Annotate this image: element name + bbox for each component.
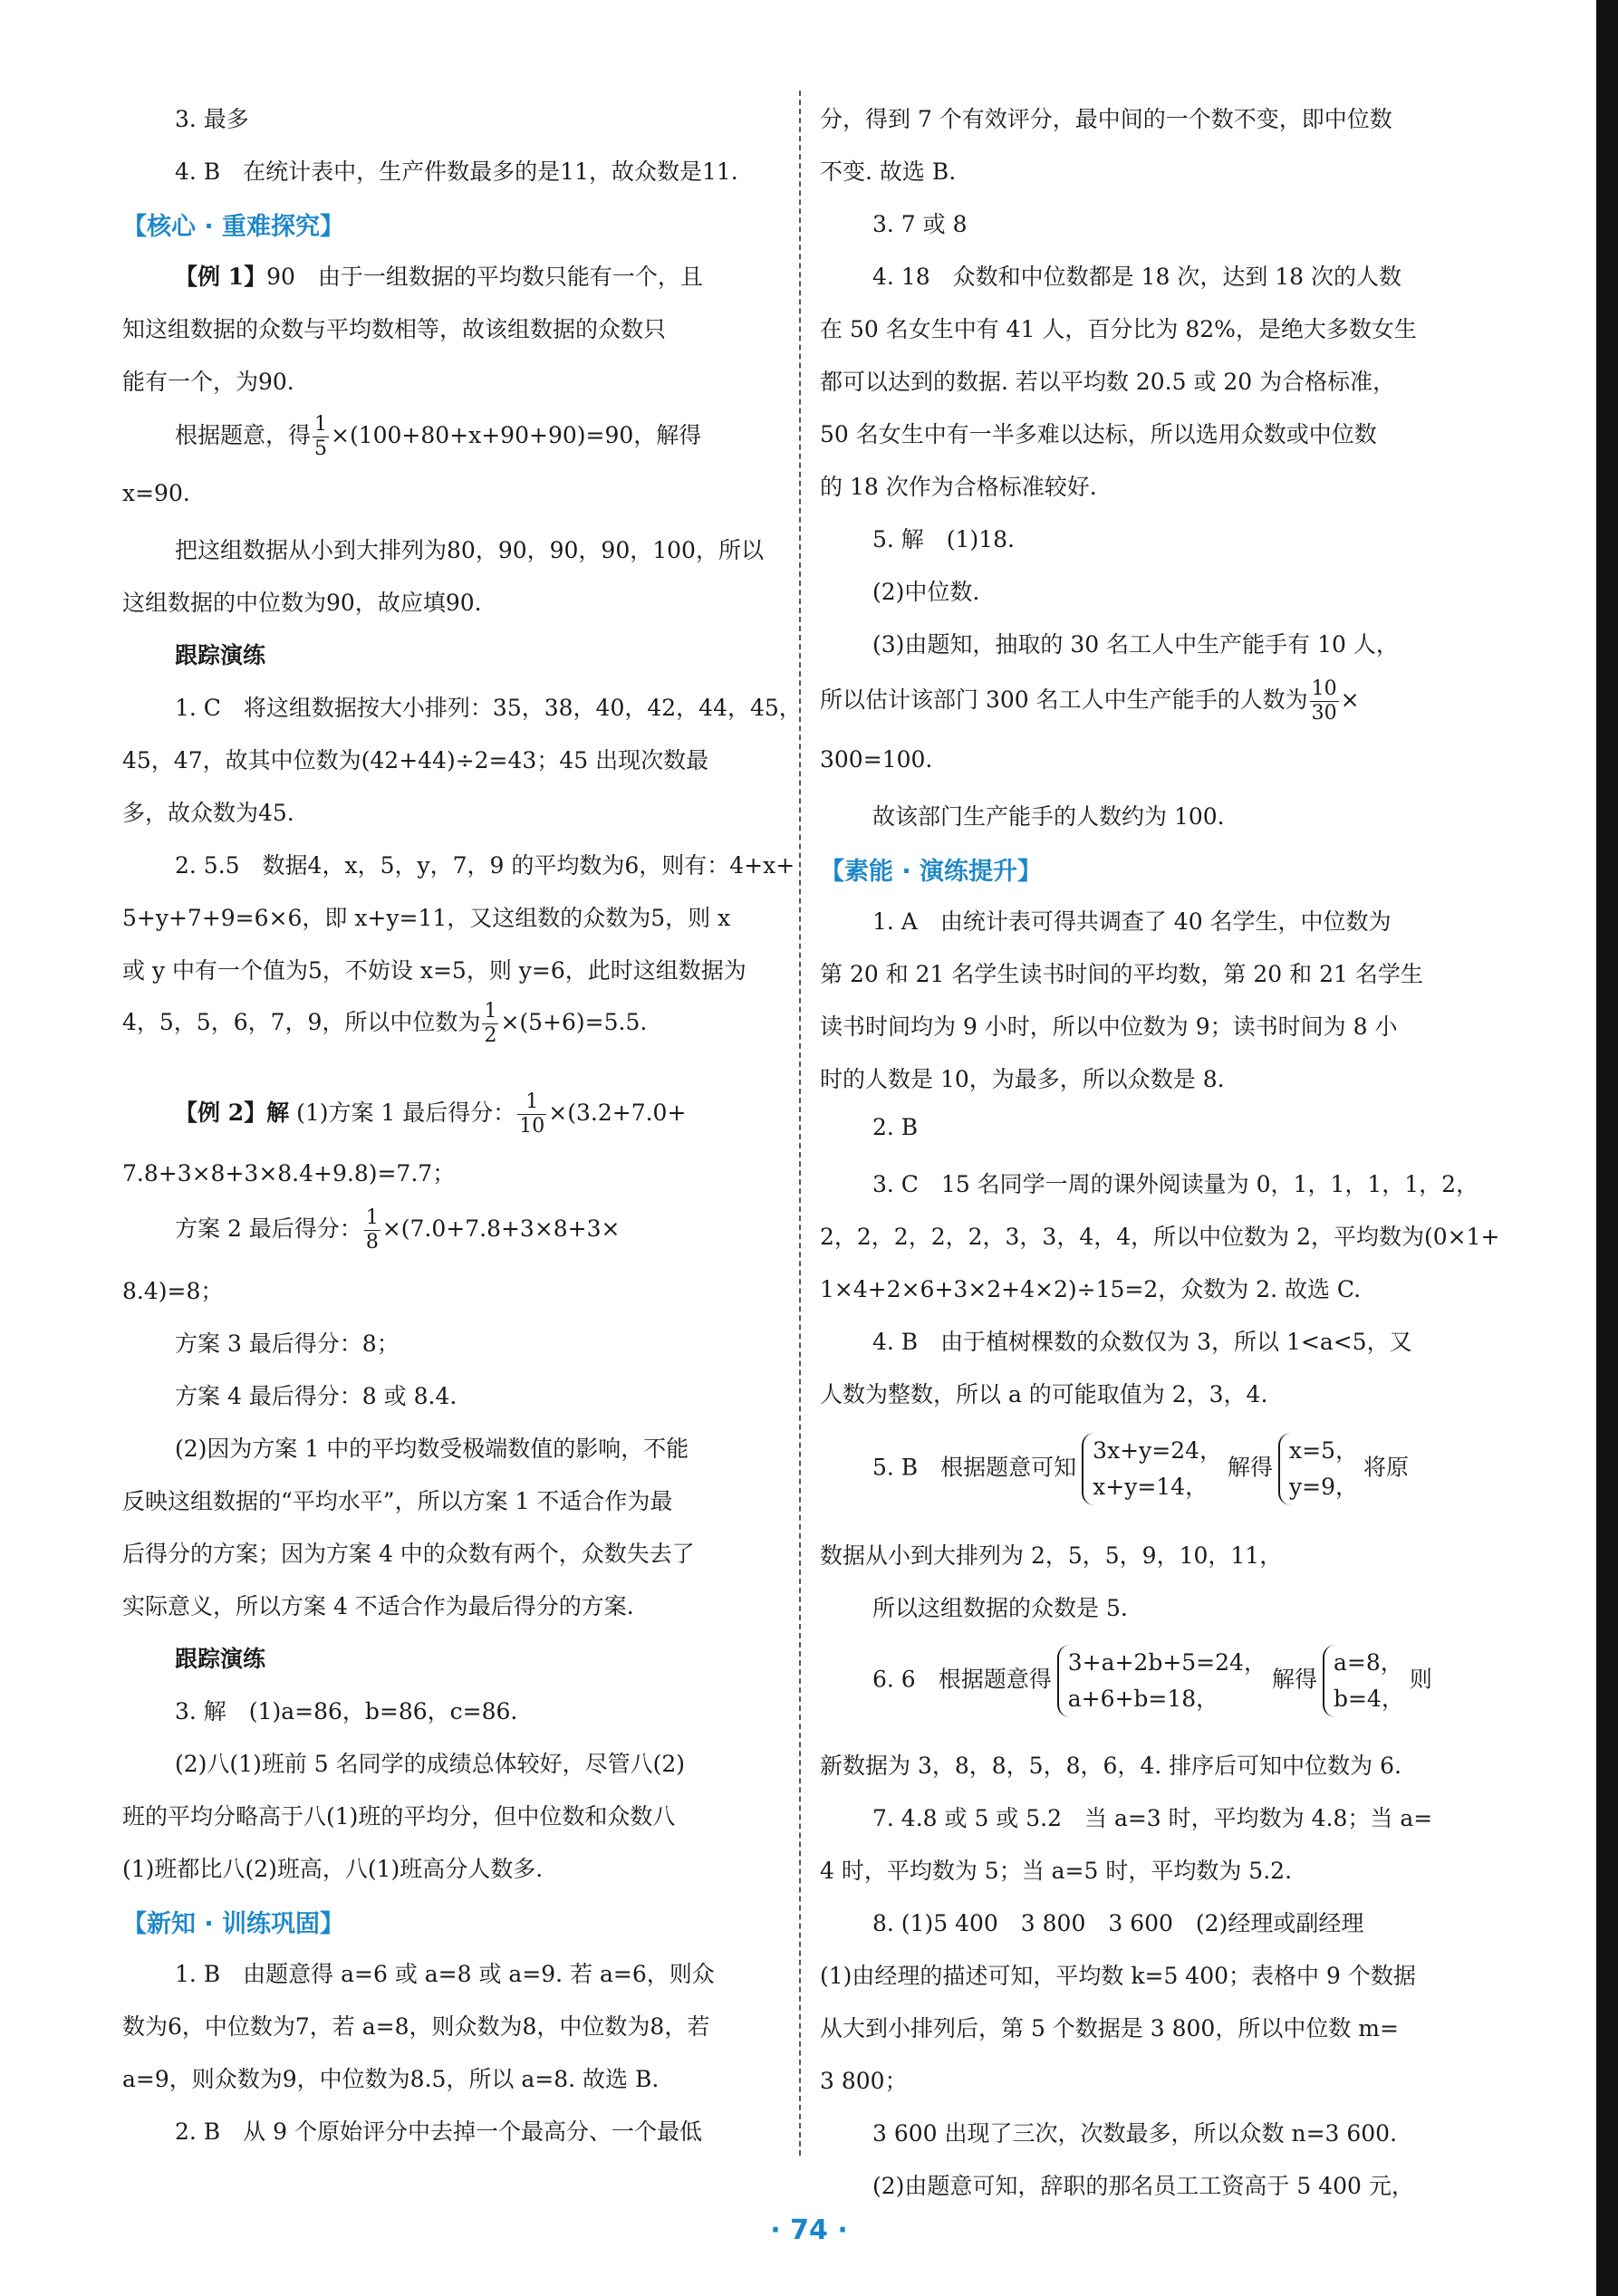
text-run: ×(3.2+7.0+ bbox=[548, 1100, 687, 1126]
equation: a=8， bbox=[1333, 1649, 1403, 1676]
page-number: · 74 · bbox=[770, 2214, 848, 2246]
example-1-line: 把这组数据从小到大排列为80，90，90，90，100，所以 bbox=[175, 537, 764, 563]
answer-line: a=9，则众数为9，中位数为8.5，所以 a=8. 故选 B. bbox=[122, 2066, 660, 2092]
practice-line: 1. C 将这组数据按大小排列：35，38，40，42，44，45， bbox=[175, 695, 802, 721]
text-run: 90 由于一组数据的平均数只能有一个，且 bbox=[266, 264, 703, 290]
answer-line: 所以这组数据的众数是 5. bbox=[872, 1595, 1128, 1621]
text-run: 根据题意，得 bbox=[175, 422, 312, 448]
answer-line: 3. C 15 名同学一周的课外阅读量为 0，1，1，1，1，2， bbox=[872, 1171, 1479, 1197]
fraction bbox=[313, 413, 329, 461]
answer-line: 人数为整数，所以 a 的可能取值为 2，3，4. bbox=[820, 1381, 1268, 1407]
text-run: 6. 6 根据题意得 bbox=[872, 1666, 1052, 1693]
numerator: 10 bbox=[1311, 677, 1337, 700]
equation: a+6+b=18， bbox=[1067, 1686, 1219, 1712]
denominator: 2 bbox=[484, 1024, 497, 1047]
example-2-formula bbox=[175, 1206, 620, 1254]
example-2-line: 8.4)=8； bbox=[122, 1278, 224, 1304]
answer-line: (3)由题知，抽取的 30 名工人中生产能手有 10 人， bbox=[872, 631, 1399, 658]
answer-line: 4 时，平均数为 5；当 a=5 时，平均数为 5.2. bbox=[820, 1858, 1293, 1884]
numerator: 1 bbox=[314, 413, 328, 436]
answer-line: 8. (1)5 400 3 800 3 600 (2)经理或副经理 bbox=[872, 1910, 1364, 1936]
practice-heading: 跟踪演练 bbox=[175, 642, 266, 668]
text-run: 方案 2 最后得分： bbox=[175, 1215, 362, 1242]
answer-line: 新数据为 3，8，8，5，8，6，4. 排序后可知中位数为 6. bbox=[820, 1753, 1401, 1779]
text-run: (1)方案 1 最后得分： bbox=[296, 1100, 516, 1126]
practice-line: 45，47，故其中位数为(42+44)÷2=43；45 出现次数最 bbox=[122, 747, 709, 773]
equation-system bbox=[1082, 1433, 1222, 1505]
practice-line: 5+y+7+9=6×6，即 x+y=11，又这组数的众数为5，则 x bbox=[122, 905, 731, 931]
section-heading: 【素能 · 演练提升】 bbox=[820, 858, 1043, 886]
text-run: × bbox=[1340, 687, 1360, 713]
practice-line: (1)班都比八(2)班高，八(1)班高分人数多. bbox=[122, 1856, 544, 1882]
denominator: 8 bbox=[365, 1231, 379, 1254]
equation: b=4， bbox=[1333, 1686, 1404, 1712]
answer-line: 3. 最多 bbox=[175, 106, 249, 132]
fraction bbox=[1310, 677, 1339, 725]
equation: 3+a+2b+5=24， bbox=[1067, 1649, 1266, 1676]
practice-line: 班的平均分略高于八(1)班的平均分，但中位数和众数八 bbox=[122, 1803, 676, 1830]
example-1-line: 知这组数据的众数与平均数相等，故该组数据的众数只 bbox=[122, 316, 667, 342]
fraction bbox=[364, 1206, 380, 1254]
text-run: ×(100+80+x+90+90)=90，解得 bbox=[331, 422, 702, 448]
answer-line: 数为6，中位数为7，若 a=8，则众数为8，中位数为8，若 bbox=[122, 2013, 710, 2040]
answer-line: 300=100. bbox=[820, 746, 933, 773]
example-1-line: 这组数据的中位数为90，故应填90. bbox=[122, 590, 482, 616]
practice-formula bbox=[122, 1000, 647, 1048]
answer-line: 故该部门生产能手的人数约为 100. bbox=[872, 803, 1225, 830]
example-1-line: 能有一个，为90. bbox=[122, 369, 294, 395]
text-run: 所以估计该部门 300 名工人中生产能手的人数为 bbox=[820, 687, 1308, 713]
example-2-line: 后得分的方案；因为方案 4 中的众数有两个，众数失去了 bbox=[122, 1541, 695, 1567]
example-tag: 【例 1】 bbox=[175, 264, 267, 290]
numerator: 1 bbox=[484, 1000, 497, 1023]
fraction bbox=[517, 1090, 546, 1138]
denominator: 10 bbox=[519, 1115, 545, 1138]
example-tag: 【例 2】解 bbox=[175, 1100, 290, 1126]
practice-line: (2)八(1)班前 5 名同学的成绩总体较好，尽管八(2) bbox=[175, 1751, 686, 1777]
equation-system-line bbox=[872, 1645, 1432, 1717]
text-run: 解得 bbox=[1271, 1666, 1317, 1693]
example-2-line: 方案 4 最后得分：8 或 8.4. bbox=[175, 1383, 457, 1409]
answer-line: 7. 4.8 或 5 或 5.2 当 a=3 时，平均数为 4.8；当 a= bbox=[872, 1805, 1433, 1831]
answer-line: 4. B 由于植树棵数的众数仅为 3，所以 1<a<5，又 bbox=[872, 1329, 1412, 1355]
numerator: 1 bbox=[365, 1206, 379, 1229]
section-heading: 【核心 · 重难探究】 bbox=[122, 213, 345, 241]
example-2-line: 反映这组数据的“平均水平”，所以方案 1 不适合作为最 bbox=[122, 1488, 673, 1514]
answer-line: 4. B 在统计表中，生产件数最多的是11，故众数是11. bbox=[175, 159, 738, 185]
answer-line: 第 20 和 21 名学生读书时间的平均数，第 20 和 21 名学生 bbox=[820, 961, 1423, 987]
answer-line: 3. 7 或 8 bbox=[872, 211, 968, 237]
text-run: 解得 bbox=[1228, 1454, 1274, 1481]
example-2-line: 7.8+3×8+3×8.4+9.8)=7.7； bbox=[122, 1160, 456, 1186]
answer-line: (1)由经理的描述可知，平均数 k=5 400；表格中 9 个数据 bbox=[820, 1963, 1416, 1989]
answer-line: 5. 解 (1)18. bbox=[872, 526, 1015, 552]
answer-line: 读书时间均为 9 小时，所以中位数为 9；读书时间为 8 小 bbox=[820, 1014, 1398, 1040]
practice-heading: 跟踪演练 bbox=[175, 1646, 266, 1672]
answer-line: 在 50 名女生中有 41 人，百分比为 82%，是绝大多数女生 bbox=[820, 316, 1417, 342]
answer-line: 时的人数是 10，为最多，所以众数是 8. bbox=[820, 1066, 1225, 1092]
fraction bbox=[482, 1000, 498, 1048]
answer-line: 3 600 出现了三次，次数最多，所以众数 n=3 600. bbox=[872, 2120, 1398, 2147]
answer-line: 从大到小排列后，第 5 个数据是 3 800，所以中位数 m= bbox=[820, 2015, 1399, 2041]
practice-line: 3. 解 (1)a=86，b=86，c=86. bbox=[175, 1698, 518, 1724]
column-divider bbox=[799, 91, 801, 2156]
example-2-line: 实际意义，所以方案 4 不适合作为最后得分的方案. bbox=[122, 1593, 634, 1619]
answer-line: 数据从小到大排列为 2，5，5，9，10，11， bbox=[820, 1542, 1283, 1569]
denominator: 30 bbox=[1311, 702, 1337, 725]
practice-line: 多，故众数为45. bbox=[122, 800, 294, 826]
answer-line: 都可以达到的数据. 若以平均数 20.5 或 20 为合格标准， bbox=[820, 369, 1396, 395]
text-run: ×(5+6)=5.5. bbox=[500, 1009, 648, 1035]
answer-line: (2)中位数. bbox=[872, 579, 980, 605]
denominator: 5 bbox=[314, 437, 328, 460]
equation-system-line bbox=[872, 1433, 1409, 1505]
equation: x+y=14， bbox=[1093, 1474, 1209, 1500]
solution-system bbox=[1323, 1645, 1404, 1717]
equation: y=9， bbox=[1289, 1474, 1359, 1500]
answer-line: (2)由题意可知，辞职的那名员工工资高于 5 400 元， bbox=[872, 2173, 1414, 2199]
answer-line: 2，2，2，2，2，3，3，4，4，所以中位数为 2，平均数为(0×1+ bbox=[820, 1224, 1500, 1250]
answer-line: 2. B bbox=[872, 1114, 919, 1140]
answer-line: 的 18 次作为合格标准较好. bbox=[820, 474, 1097, 500]
answer-line: 4. 18 众数和中位数都是 18 次，达到 18 次的人数 bbox=[872, 264, 1402, 290]
example-1-line bbox=[175, 259, 703, 292]
equation: 3x+y=24， bbox=[1093, 1437, 1223, 1464]
section-heading: 【新知 · 训练巩固】 bbox=[122, 1910, 345, 1938]
numerator: 1 bbox=[517, 1090, 546, 1115]
answer-line: 1×4+2×6+3×2+4×2)÷15=2，众数为 2. 故选 C. bbox=[820, 1276, 1362, 1302]
text-run: 将原 bbox=[1363, 1454, 1410, 1481]
text-run: 则 bbox=[1409, 1666, 1432, 1693]
example-1-line: x=90. bbox=[122, 480, 190, 506]
example-1-formula bbox=[175, 413, 701, 461]
answer-line: 1. A 由统计表可得共调查了 40 名学生，中位数为 bbox=[872, 908, 1392, 935]
answer-line: 不变. 故选 B. bbox=[820, 159, 957, 185]
solution-system bbox=[1278, 1433, 1358, 1505]
text-run: ×(7.0+7.8+3×8+3× bbox=[381, 1215, 621, 1242]
answer-formula bbox=[820, 677, 1360, 725]
practice-line: 2. 5.5 数据4，x，5，y，7，9 的平均数为6，则有：4+x+ bbox=[175, 852, 795, 879]
practice-line: 或 y 中有一个值为5，不妨设 x=5，则 y=6，此时这组数据为 bbox=[122, 957, 746, 984]
answer-line: 分，得到 7 个有效评分，最中间的一个数不变，即中位数 bbox=[820, 106, 1392, 132]
equation: x=5， bbox=[1289, 1437, 1358, 1464]
example-2-line: 方案 3 最后得分：8； bbox=[175, 1331, 400, 1357]
equation-system bbox=[1057, 1645, 1266, 1717]
text-run: 4，5，5，6，7，9，所以中位数为 bbox=[122, 1009, 481, 1035]
answer-line: 50 名女生中有一半多难以达标，所以选用众数或中位数 bbox=[820, 421, 1377, 447]
example-2-line: (2)因为方案 1 中的平均数受极端数值的影响，不能 bbox=[175, 1436, 689, 1462]
example-2-formula bbox=[175, 1090, 686, 1138]
text-run: 5. B 根据题意可知 bbox=[872, 1454, 1077, 1481]
answer-line: 3 800； bbox=[820, 2068, 908, 2094]
answer-line: 2. B 从 9 个原始评分中去掉一个最高分、一个最低 bbox=[175, 2118, 702, 2145]
page-edge-shadow bbox=[1596, 0, 1618, 2296]
answer-line: 1. B 由题意得 a=6 或 a=8 或 a=9. 若 a=6，则众 bbox=[175, 1961, 715, 1987]
